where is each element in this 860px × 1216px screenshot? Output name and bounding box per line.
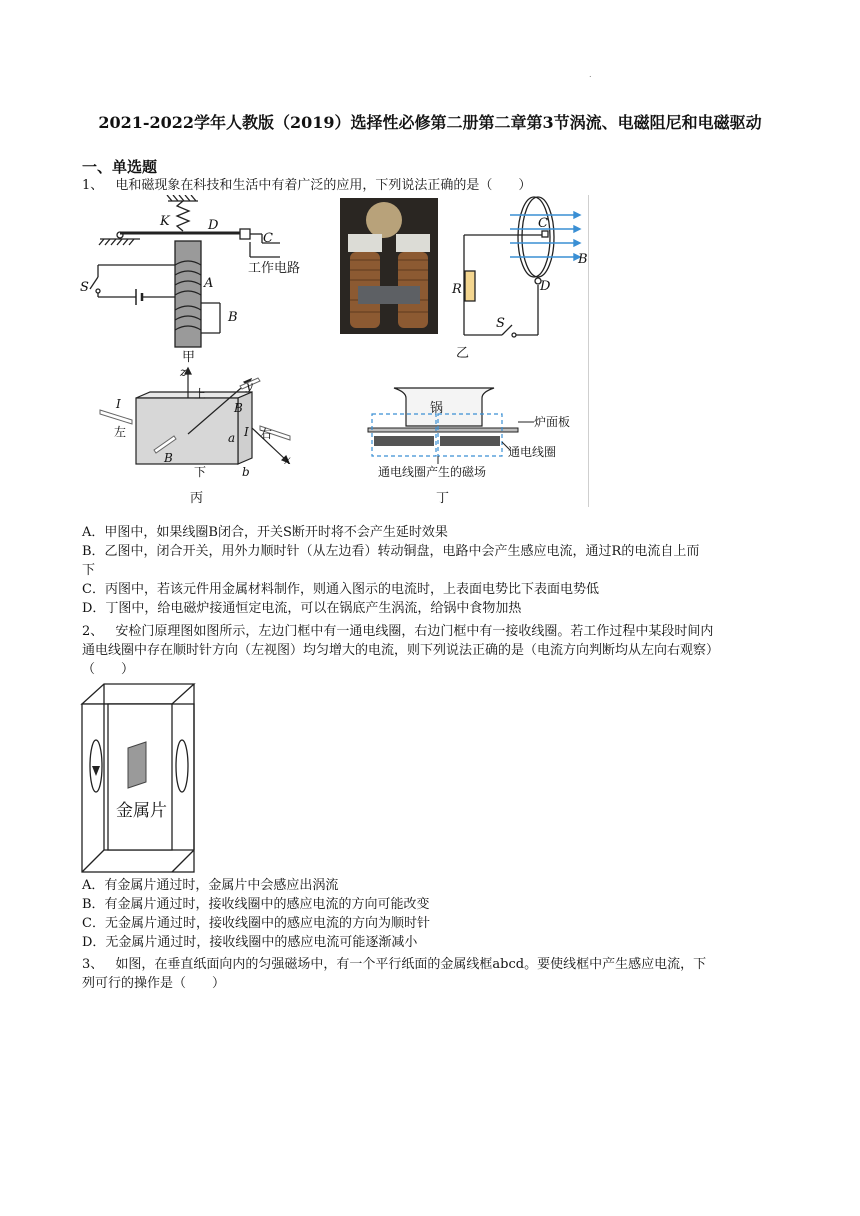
caption-bing: 丙 xyxy=(190,491,204,506)
label-S: S xyxy=(496,316,505,331)
label-stove-panel: 炉面板 xyxy=(534,415,571,429)
question-2-text-3: （ ） xyxy=(82,662,135,677)
label-B: B xyxy=(578,252,588,267)
label-right: 右 xyxy=(260,427,273,441)
question-2-text-2: 通电线圈中存在顺时针方向（左视图）均匀增大的电流，则下列说法正确的是（电流方向判断均从左向右观察） xyxy=(82,643,720,658)
label-S: S xyxy=(80,280,89,295)
label-B-top: B xyxy=(234,401,243,415)
document-title: 2021-2022学年人教版（2019）选择性必修第二册第二章第3节涡流、电磁阻尼和电磁驱动 xyxy=(98,113,762,132)
label-coil: 通电线圈 xyxy=(508,445,557,459)
label-up: 上 xyxy=(194,387,207,401)
caption-yi: 乙 xyxy=(456,346,470,361)
q1-option-b-cont: 下 xyxy=(82,563,96,578)
q1-option-b: B．乙图中，闭合开关，用外力顺时针（从左边看）转动铜盘，电路中会产生感应电流，通过R的电流自上而 xyxy=(82,544,700,559)
label-D: D xyxy=(208,218,219,233)
label-pot: 锅 xyxy=(430,401,444,416)
label-y: y xyxy=(246,379,253,393)
label-x: x xyxy=(284,453,291,467)
label-b: b xyxy=(242,465,250,479)
transformer-photo xyxy=(340,198,438,334)
q1-option-c: C．丙图中，若该元件用金属材料制作，则通入图示的电流时，上表面电势比下表面电势低 xyxy=(82,582,599,597)
question-1-text: 电和磁现象在科技和生活中有着广泛的应用，下列说法正确的是（ ） xyxy=(115,178,532,193)
label-B-bottom: B xyxy=(164,451,173,465)
label-C: C xyxy=(538,216,548,231)
question-3-text-2: 列可行的操作是（ ） xyxy=(82,976,226,991)
label-left: 左 xyxy=(114,425,127,439)
figure-bing xyxy=(90,364,310,508)
question-2-text-1: 安检门原理图如图所示，左边门框中有一通电线圈，右边门框中有一接收线圈。若工作过程中某段时间内 xyxy=(115,624,714,639)
label-R: R xyxy=(452,282,462,297)
label-a: a xyxy=(228,431,236,445)
question-2-stem xyxy=(82,622,713,641)
question-1-number: 1、 xyxy=(82,178,104,193)
q2-option-d: D．无金属片通过时，接收线圈中的感应电流可能逐渐减小 xyxy=(82,935,418,950)
question-1-stem xyxy=(82,176,531,195)
label-work-circuit: 工作电路 xyxy=(248,261,301,276)
figure-jia xyxy=(80,195,320,365)
label-C: C xyxy=(263,231,273,246)
label-I-left: I xyxy=(116,397,121,411)
section-heading: 一、单选题 xyxy=(82,158,158,176)
figure-divider xyxy=(588,195,589,507)
question-3-text-1: 如图，在垂直纸面向内的匀强磁场中，有一个平行纸面的金属线框abcd。要使线框中产生感应电流，下 xyxy=(115,957,707,972)
q2-option-a: A．有金属片通过时，金属片中会感应出涡流 xyxy=(82,878,339,893)
q2-option-b: B．有金属片通过时，接收线圈中的感应电流的方向可能改变 xyxy=(82,897,430,912)
figure-yi xyxy=(448,195,588,365)
q1-option-d: D．丁图中，给电磁炉接通恒定电流，可以在锅底产生涡流，给锅中食物加热 xyxy=(82,601,522,616)
label-field: 通电线圈产生的磁场 xyxy=(378,465,487,479)
label-I-right: I xyxy=(244,425,249,439)
label-D: D xyxy=(540,279,551,294)
question-3-number: 3、 xyxy=(82,957,104,972)
label-B: B xyxy=(228,310,238,325)
caption-jia: 甲 xyxy=(182,350,196,365)
figure-security-gate xyxy=(80,682,198,874)
q2-option-c: C．无金属片通过时，接收线圈中的感应电流的方向为顺时针 xyxy=(82,916,430,931)
label-z: z xyxy=(180,365,187,379)
question-2-number: 2、 xyxy=(82,624,104,639)
label-down: 下 xyxy=(194,465,207,479)
label-K: K xyxy=(160,214,170,229)
figure-ding xyxy=(364,384,584,508)
header-mark: . xyxy=(589,70,592,79)
label-metal-sheet: 金属片 xyxy=(116,801,167,821)
question-3-stem xyxy=(82,955,706,974)
caption-ding: 丁 xyxy=(436,491,450,506)
label-A: A xyxy=(204,276,214,291)
q1-option-a: A．甲图中，如果线圈B闭合，开关S断开时将不会产生延时效果 xyxy=(82,525,448,540)
